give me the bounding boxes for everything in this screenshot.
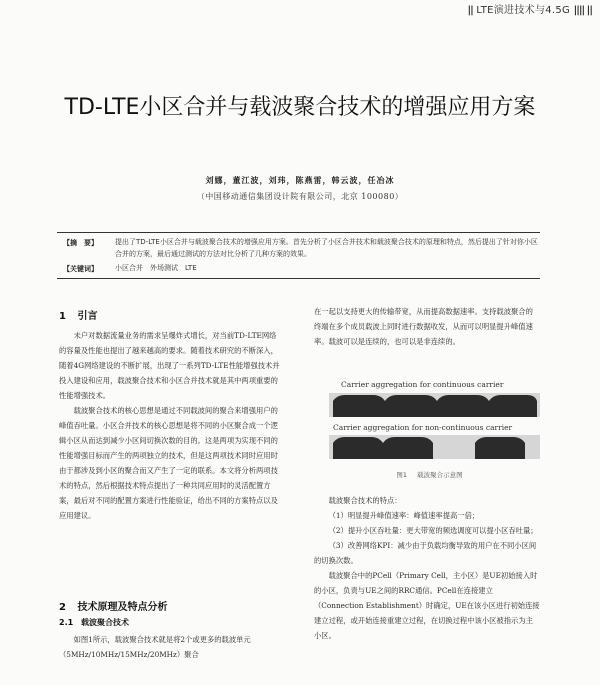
continuous-carrier-block xyxy=(329,393,540,417)
continuous-carrier-3 xyxy=(437,395,489,417)
feature-item-1: （1）明显提升峰值速率：峰值速率提高一倍； xyxy=(328,511,480,520)
section-2-1-heading xyxy=(59,617,129,628)
section-2-1-body xyxy=(59,632,281,662)
noncontinuous-carrier-block xyxy=(329,435,540,459)
figure-1 xyxy=(327,379,542,463)
header-marks-right: |||| || xyxy=(573,5,592,16)
noncontinuous-carrier-3 xyxy=(475,437,525,459)
authors: 刘娜，董江波，刘玮，陈燕雷，韩云波，任冶冰 xyxy=(205,175,395,185)
right-top-paragraph: 在一起以支持更大的传输带宽，从而提高数据速率。支持载波聚合的终端在多个成员载波上同时进行数据收发，从而可以明显提升峰值速率。载波可以是连续的，也可以是非连续的。 xyxy=(314,307,533,346)
section-1-number: 1 xyxy=(59,311,66,322)
left-column xyxy=(59,328,281,523)
right-column-bottom xyxy=(314,493,540,643)
affiliation: （中国移动通信集团设计院有限公司，北京 100080） xyxy=(196,192,404,201)
noncontinuous-carrier-1 xyxy=(333,437,383,459)
section-1-title: 引言 xyxy=(77,311,98,322)
section-2-1-number: 2.1 xyxy=(59,618,74,627)
paper-title: TD-LTE小区合并与载波聚合技术的增强应用方案 xyxy=(64,95,536,120)
keywords-label: 【关键词】 xyxy=(63,265,98,273)
intro-paragraph-1: 未户对数据流量业务的需求呈爆炸式增长，对当前TD-LTE网络的容量及性能也提出了越来越高的要求。随着技术研究的不断深入，随着4G网络建设的不断扩展，出现了一系列TD-LTE性能增强技术并投入建设和应用，载波聚合技术和小区合并技术就是其中两项重要的性能增强技术。 xyxy=(59,331,280,400)
intro-paragraph-2: 载波聚合技术的核心思想是通过不同载波间的聚合来增强用户的峰值吞吐量。小区合并技术的核心思想是将不同的小区聚合成一个逻辑小区从而达到减少小区间切换次数的目的。这是两项为实现不同的性能增强目标而产生的两项独立的技术，但是这两项技术同时应用时由于都涉及到小区的聚合而又产生了一定的联系。本文将分析两项技术的特点，然后根据技术特点提出了一种共同应用时的灵活配置方案，最后对不同的配置方案进行性能验证，给出不同的方案特点以及应用建议。 xyxy=(59,406,278,520)
keywords-text: 小区合并 外场测试 LTE xyxy=(115,264,197,272)
section-2-1-title: 载波聚合技术 xyxy=(80,618,129,627)
figure-caption-number: 图1 xyxy=(396,471,408,479)
section-2-heading xyxy=(59,598,167,613)
right-column-top xyxy=(314,304,540,349)
abstract-bottom-rule xyxy=(57,278,540,279)
section-1-heading xyxy=(59,307,97,322)
section-2-1-paragraph: 如图1所示，载波聚合技术就是将2个或更多的载波单元（5MHz/10MHz/15MHz/20MHz）聚合 xyxy=(59,635,251,659)
running-header xyxy=(467,1,592,16)
features-intro: 载波聚合技术的特点： xyxy=(328,496,402,505)
noncontinuous-carrier-2 xyxy=(383,437,433,459)
section-2-title: 技术原理及特点分析 xyxy=(77,602,168,613)
figure-caption-text: 载波聚合示意图 xyxy=(417,471,463,479)
figure-label-continuous: Carrier aggregation for continuous carrier xyxy=(341,380,504,389)
continuous-carrier-2 xyxy=(385,395,437,417)
section-2-number: 2 xyxy=(59,602,66,613)
figure-label-noncontinuous: Carrier aggregation for non-continuous carrier xyxy=(333,423,513,432)
pcell-paragraph: 载波聚合中的PCell（Primary Cell，主小区）是UE初始接入时的小区，负责与UE之间的RRC通信。PCell在连接建立（Connection Establishment）时确定，UE在该小区进行初始连接建立过程，或开始连接重建立过程，在切换过程中该小区被指示为主小区。 xyxy=(314,571,540,640)
header-label: LTE演进技术与4.5G xyxy=(476,5,571,16)
abstract-label: 【摘 要】 xyxy=(63,239,98,247)
abstract-text: 提出了TD-LTE小区合并与载波聚合技术的增强应用方案。首先分析了小区合并技术和载波聚合技术的原理和特点，然后提出了针对你小区合并的方案，最后通过测试的方法对比分析了几种方案的效果。 xyxy=(115,238,538,258)
abstract-top-rule xyxy=(57,232,540,233)
continuous-carrier-4 xyxy=(489,395,537,417)
continuous-carrier-1 xyxy=(333,395,385,417)
header-marks-left: || xyxy=(467,5,473,16)
feature-item-2: （2）提升小区吞吐量：更大带宽的频选调度可以提小区吞吐量； xyxy=(328,526,538,535)
feature-item-3: （3）改善网络KPI：减少由于负载均衡导致的用户在不同小区间的切换次数。 xyxy=(314,541,537,565)
figure-1-caption xyxy=(327,470,542,479)
